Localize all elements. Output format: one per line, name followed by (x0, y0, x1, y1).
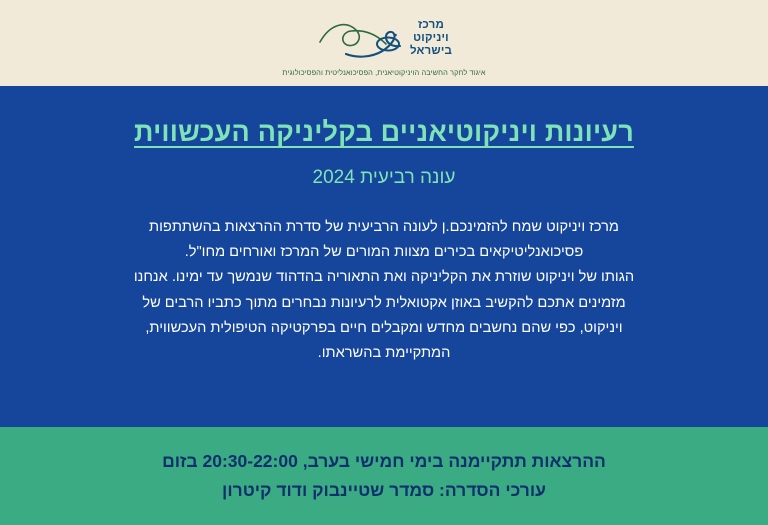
body-text (46, 215, 722, 366)
body-line: המתקיימת בהשראתו. (317, 344, 451, 361)
logo-text (410, 19, 452, 58)
body-line: הגותו של ויניקוט שוזרת את הקליניקה ואת התאוריה בהדהוד שנמשך עד ימינו. אנחנו (133, 269, 635, 286)
body-line: מרכז ויניקוט שמח להזמינכם.ן לעונה הרביעית של סדרת ההרצאות בהשתתפות (149, 219, 619, 236)
footer-band (0, 427, 768, 525)
logo-tagline: איגוד לחקר החשיבה הויניקוטיאנית, הפסיכואנליטית והפסיכולוגית (282, 67, 486, 77)
page-subtitle: עונה רביעית 2024 (312, 167, 456, 189)
logo (282, 14, 485, 77)
logo-line-1: מרכז (418, 19, 444, 32)
body-line: ויניקוט, כפי שהם נחשבים מחדש ומקבלים חיים בפרקטיקה הטיפולית העכשווית, (145, 319, 623, 336)
winnicott-swan-squiggle-logo-icon (316, 14, 404, 64)
main-band (0, 86, 768, 427)
page-title: רעיונות ויניקוטיאניים בקליניקה העכשווית (134, 117, 634, 147)
header-band (0, 0, 768, 86)
editors-text: עורכי הסדרה: סמדר שטיינבוק ודוד קיטרון (222, 480, 546, 500)
schedule-text: ההרצאות תתקיימנה בימי חמישי בערב, 20:30-22:00 בזום (162, 451, 606, 472)
body-line: פסיכואנליטיקאים בכירים מצוות המורים של המרכז ואורחים מחו"ל. (184, 244, 584, 261)
logo-line-3: בישראל (409, 44, 453, 57)
body-line: מזמינים אתכם להקשיב באוזן אקטואלית לרעיונות נבחרים מתוך כתביו הרבים של (142, 294, 626, 311)
logo-line-2: ויניקוט (413, 32, 449, 45)
logo-row (316, 14, 452, 64)
